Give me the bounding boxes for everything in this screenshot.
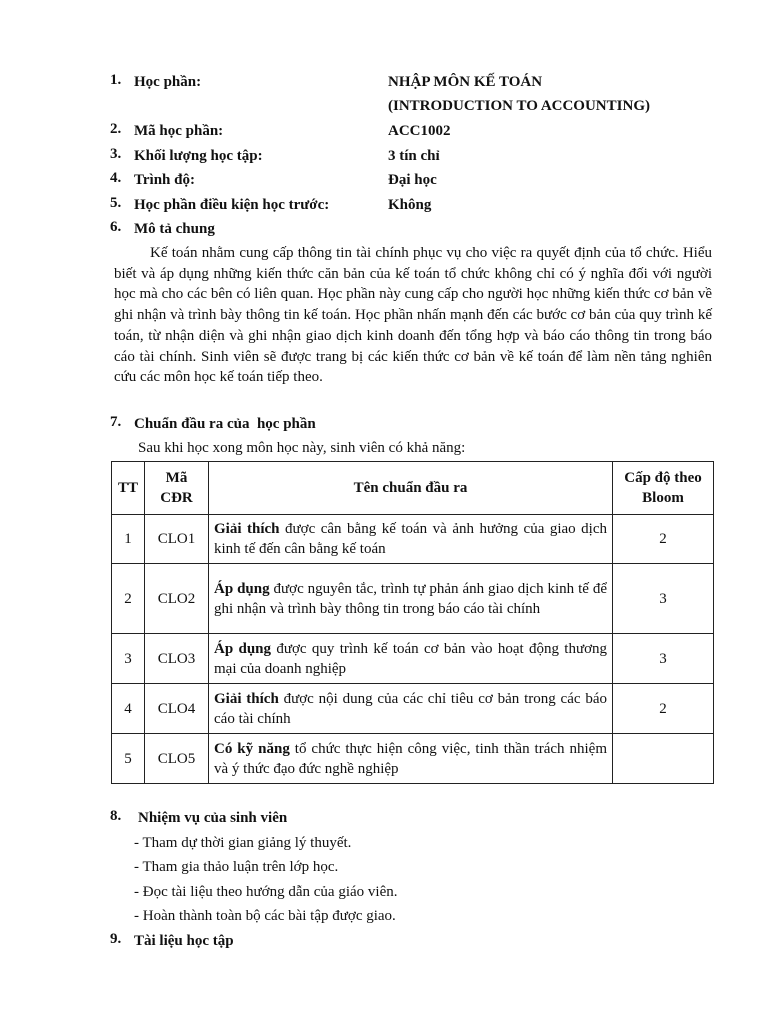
item-number: 9. [110,931,122,947]
row-verb: Áp dụng [214,580,270,597]
header-tt: TT [112,462,145,515]
table-row [112,684,714,734]
table-row [112,515,714,564]
row-description [209,734,613,784]
info-label: Khối lượng học tập: [134,148,263,164]
list-item: - Đọc tài liệu theo hướng dẫn của giáo viên. [134,884,398,900]
header-name: Tên chuẩn đầu ra [209,462,613,515]
row-description [209,515,613,564]
item-number: 4. [110,170,122,186]
course-code: ACC1002 [388,123,451,139]
prerequisite-value: Không [388,197,432,213]
row-verb: Giải thích [214,690,279,707]
row-tt: 1 [112,515,145,564]
item-number: 1. [110,72,122,88]
section-heading: Mô tả chung [134,221,215,237]
item-number: 6. [110,219,122,235]
row-code: CLO3 [145,634,209,684]
course-title: NHẬP MÔN KẾ TOÁN [388,74,543,90]
list-item: - Hoàn thành toàn bộ các bài tập được giao. [134,908,396,924]
info-label: Mã học phần: [134,123,224,139]
section-heading: Chuẩn đầu ra của học phần [134,416,316,432]
table-row [112,734,714,784]
course-description: Kế toán nhằm cung cấp thông tin tài chính phục vụ cho việc ra quyết định của tổ chức. Hiểu biết và áp dụng những kiến thức căn bản của kế toán tổ chức không chỉ có ý nghĩa đối với người học mà cho các bên có liên quan. Học phần này cung cấp cho người học những kiến thức cơ bản về ghi nhận và trình bày thông tin kế toán. Học phần nhấn mạnh đến các bước cơ bản của quy trình kế toán, từ nhận diện và ghi nhận giao dịch kinh doanh đến tổng hợp và báo cáo thông tin trong báo cáo tài chính. Sinh viên sẽ được trang bị các kiến thức cơ bản về kế toán để làm nền tảng nghiên cứu các môn học kế toán tiếp theo. [114,245,712,386]
row-level: 3 [613,564,714,634]
row-code: CLO5 [145,734,209,784]
list-item: - Tham gia thảo luận trên lớp học. [134,859,339,875]
row-verb: Có kỹ năng [214,740,290,757]
row-level: 2 [613,684,714,734]
table-row [112,634,714,684]
row-tt: 5 [112,734,145,784]
section-heading: Tài liệu học tập [134,933,234,949]
row-verb: Áp dụng [214,640,272,657]
row-level [613,734,714,784]
row-verb: Giải thích [214,521,280,537]
info-label: Trình độ: [134,172,195,188]
info-label: Học phần điều kiện học trước: [134,197,330,213]
row-tt: 3 [112,634,145,684]
table-intro: Sau khi học xong môn học này, sinh viên có khả năng: [138,440,466,456]
item-number: 8. [110,808,122,824]
level-value: Đại học [388,172,437,188]
row-text: được quy trình kế toán cơ bản vào hoạt động thương mại của doanh nghiệp [214,640,608,677]
row-description [209,634,613,684]
info-label: Học phần: [134,74,202,90]
row-description [209,684,613,734]
item-number: 5. [110,195,122,211]
row-description [209,564,613,634]
table-header-row [112,462,714,515]
item-number: 2. [110,121,122,137]
row-code: CLO2 [145,564,209,634]
credits-value: 3 tín chỉ [388,148,440,164]
row-text: được nội dung của các chỉ tiêu cơ bản trong các báo cáo tài chính [214,690,607,727]
row-code: CLO1 [145,515,209,564]
row-text: được nguyên tắc, trình tự phản ánh giao dịch kinh tế để ghi nhận và trình bày thông tin trong báo cáo tài chính [214,580,607,617]
learning-outcomes-table [111,461,714,784]
row-tt: 2 [112,564,145,634]
header-code: Mã CĐR [145,462,209,515]
list-item: - Tham dự thời gian giảng lý thuyết. [134,835,352,851]
item-number: 7. [110,414,122,430]
row-tt: 4 [112,684,145,734]
row-code: CLO4 [145,684,209,734]
row-text: tổ chức thực hiện công việc, tinh thần trách nhiệm và ý thức đạo đức nghề nghiệp [214,740,607,777]
item-number: 3. [110,146,122,162]
row-text: được cân bằng kế toán và ảnh hưởng của giao dịch kinh tế đến cân bằng kế toán [214,521,607,557]
row-level: 3 [613,634,714,684]
section-heading: Nhiệm vụ của sinh viên [138,810,288,826]
header-level: Cấp độ theo Bloom [613,462,714,515]
course-title-english: (INTRODUCTION TO ACCOUNTING) [388,98,650,114]
table-row [112,564,714,634]
row-level: 2 [613,515,714,564]
